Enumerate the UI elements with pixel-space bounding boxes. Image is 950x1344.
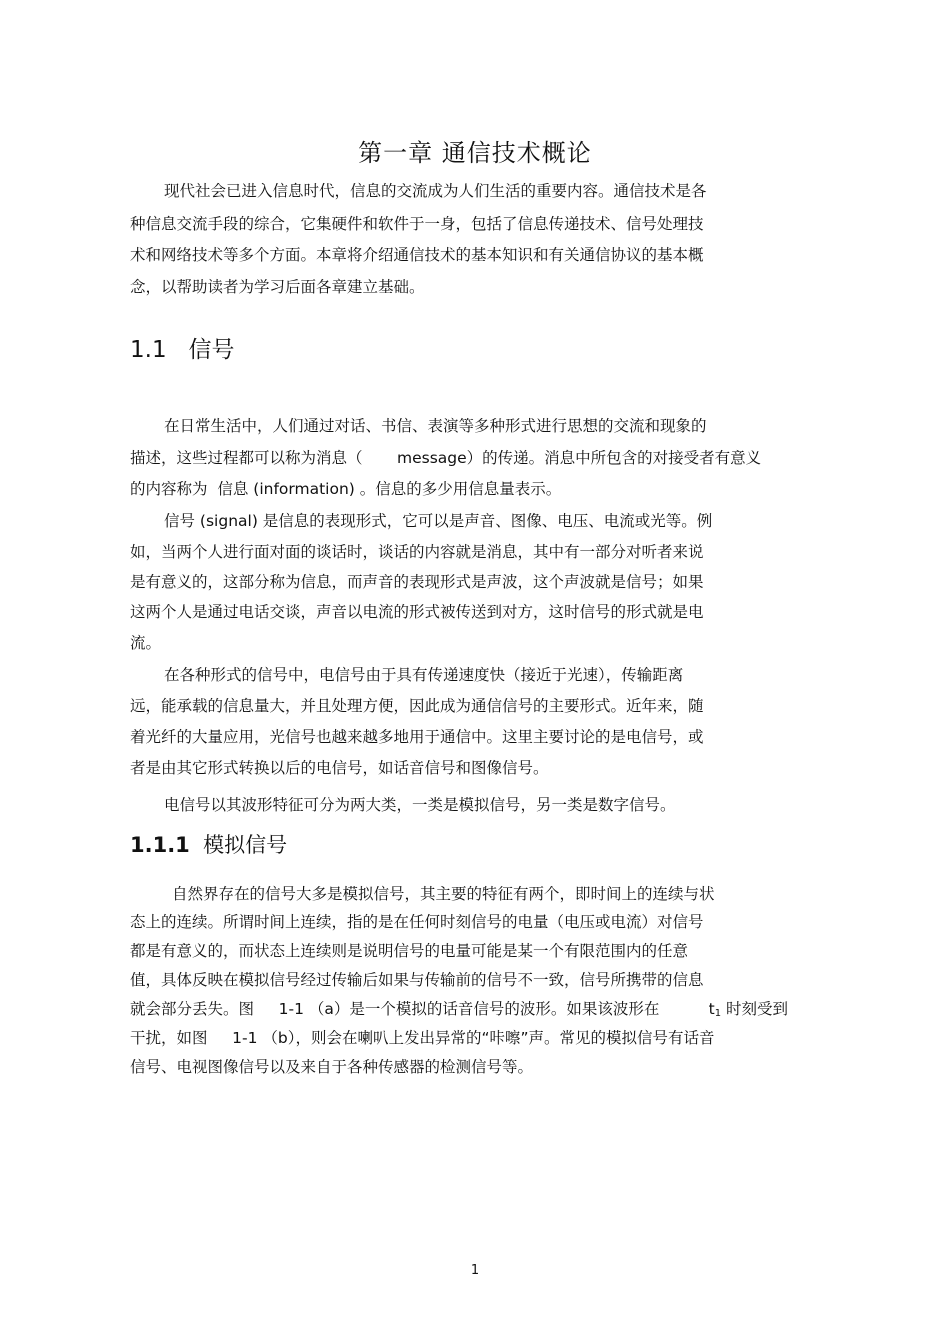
paragraph-line: 远，能承载的信息量大，并且处理方便，因此成为通信信号的主要形式。近年来，随 <box>130 697 704 715</box>
text-run: 时刻受到 <box>721 1000 789 1018</box>
intro-line: 术和网络技术等多个方面。本章将介绍通信技术的基本知识和有关通信协议的基本概 <box>130 246 704 264</box>
section-title: 模拟信号 <box>203 833 288 857</box>
section-heading-1-1 <box>130 334 235 366</box>
paragraph-line: 值，具体反映在模拟信号经过传输后如果与传输前的信号不一致，信号所携带的信息 <box>130 971 704 989</box>
paragraph-line: 如，当两个人进行面对面的谈话时，谈话的内容就是消息，其中有一部分对听者来说 <box>130 543 704 561</box>
paragraph-line: 都是有意义的，而状态上连续则是说明信号的电量可能是某一个有限范围内的任意 <box>130 942 689 960</box>
paragraph-line: 电信号以其波形特征可分为两大类，一类是模拟信号，另一类是数字信号。 <box>164 796 676 814</box>
intro-line: 现代社会已进入信息时代，信息的交流成为人们生活的重要内容。通信技术是各 <box>164 182 707 200</box>
section-heading-1-1-1 <box>130 830 287 860</box>
paragraph-line: 态上的连续。所谓时间上连续，指的是在任何时刻信号的电量（电压或电流）对信号 <box>130 913 704 931</box>
paragraph-line <box>130 998 788 1025</box>
paragraph-line: 流。 <box>130 634 162 652</box>
chapter-title: 第一章 通信技术概论 <box>358 139 592 167</box>
subscript: 1 <box>714 1008 722 1019</box>
paragraph-line: 描述，这些过程都可以称为消息（ message）的传递。消息中所包含的对接受者有意义 <box>130 449 762 467</box>
section-number: 1.1 <box>130 337 167 363</box>
intro-line: 念，以帮助读者为学习后面各章建立基础。 <box>130 278 425 296</box>
section-title: 信号 <box>188 337 235 363</box>
text-run: 就会部分丢失。图 1-1 （a）是一个模拟的话音信号的波形。如果该波形在 t <box>130 1000 715 1018</box>
paragraph-line: 信号、电视图像信号以及来自于各种传感器的检测信号等。 <box>130 1058 534 1076</box>
paragraph-line: 在各种形式的信号中，电信号由于具有传递速度快（接近于光速），传输距离 <box>164 666 684 684</box>
paragraph-line: 干扰，如图 1-1 （b），则会在喇叭上发出异常的“咔嚓”声。常见的模拟信号有话音 <box>130 1029 715 1047</box>
intro-line: 种信息交流手段的综合，它集硬件和软件于一身，包括了信息传递技术、信号处理技 <box>130 215 704 233</box>
paragraph-line: 者是由其它形式转换以后的电信号，如话音信号和图像信号。 <box>130 759 549 777</box>
paragraph-line: 这两个人是通过电话交谈，声音以电流的形式被传送到对方，这时信号的形式就是电 <box>130 603 704 621</box>
paragraph-line: 在日常生活中，人们通过对话、书信、表演等多种形式进行思想的交流和现象的 <box>164 417 707 435</box>
paragraph-line: 的内容称为 信息 (information) 。信息的多少用信息量表示。 <box>130 480 562 498</box>
page-number: 1 <box>470 1263 480 1278</box>
section-number: 1.1.1 <box>130 833 190 857</box>
paragraph-line: 着光纤的大量应用，光信号也越来越多地用于通信中。这里主要讨论的是电信号，或 <box>130 728 704 746</box>
paragraph-line: 自然界存在的信号大多是模拟信号，其主要的特征有两个，即时间上的连续与状 <box>172 885 715 903</box>
paragraph-line: 信号 (signal) 是信息的表现形式，它可以是声音、图像、电压、电流或光等。例 <box>164 512 713 530</box>
paragraph-line: 是有意义的，这部分称为信息，而声音的表现形式是声波，这个声波就是信号；如果 <box>130 573 704 591</box>
